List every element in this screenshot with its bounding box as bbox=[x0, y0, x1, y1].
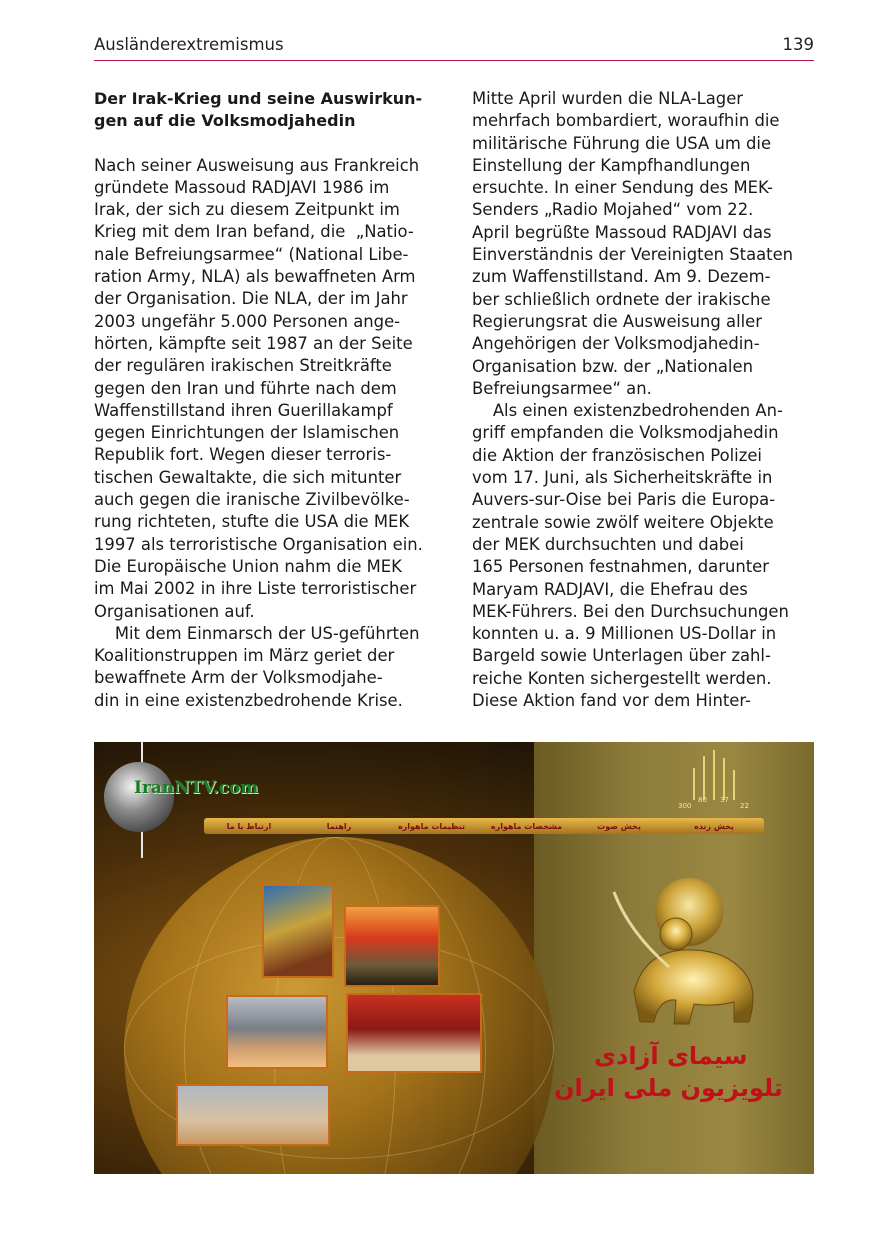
text-line: ration Army, NLA) als bewaffneten Arm bbox=[94, 267, 416, 287]
text-line: der MEK durchsuchten und dabei bbox=[472, 534, 744, 554]
heading-line: gen auf die Volksmodjahedin bbox=[94, 111, 356, 131]
text-line: Krieg mit dem Iran befand, die „Natio- bbox=[94, 222, 414, 242]
text-line: ersuchte. In einer Sendung des MEK- bbox=[472, 178, 773, 198]
section-heading bbox=[94, 88, 439, 133]
text-line: April begrüßte Massoud RADJAVI das bbox=[472, 222, 772, 242]
nav-tab-live[interactable]: پخش زنده bbox=[694, 822, 734, 831]
text-line: Auvers-sur-Oise bei Paris die Europa- bbox=[472, 490, 776, 510]
header-rule bbox=[94, 60, 814, 61]
right-body-text bbox=[472, 88, 817, 712]
text-line: Einstellung der Kampfhandlungen bbox=[472, 155, 751, 175]
text-line: hörten, kämpfte seit 1987 an der Seite bbox=[94, 333, 413, 353]
nav-tab-satellite-settings[interactable]: تنظیمات ماهواره bbox=[397, 822, 466, 831]
text-line: vom 17. Juni, als Sicherheitskräfte in bbox=[472, 468, 773, 488]
nav-tab-guide[interactable]: راهنما bbox=[326, 822, 352, 831]
text-line: militärische Führung die USA um die bbox=[472, 133, 772, 153]
text-line: griff empfanden die Volksmodjahedin bbox=[472, 423, 779, 443]
text-line: zentrale sowie zwölf weitere Objekte bbox=[472, 512, 774, 532]
text-line: Als einen existenzbedrohenden An- bbox=[472, 401, 783, 421]
heading-line: Der Irak-Krieg und seine Auswirkun- bbox=[94, 89, 423, 108]
photo-street-protest bbox=[226, 995, 328, 1069]
photo-assembly bbox=[346, 993, 482, 1073]
text-line: bewaffnete Arm der Volksmodjahe- bbox=[94, 668, 383, 688]
left-body-text bbox=[94, 155, 439, 712]
text-line: gründete Massoud RADJAVI 1986 im bbox=[94, 177, 390, 197]
text-line: 2003 ungefähr 5.000 Personen ange- bbox=[94, 311, 401, 331]
photo-helicopter bbox=[176, 1084, 330, 1146]
text-line: Angehörigen der Volksmodjahedin- bbox=[472, 334, 760, 354]
text-line: der Organisation. Die NLA, der im Jahr bbox=[94, 289, 408, 309]
text-line: Senders „Radio Mojahed“ vom 22. bbox=[472, 200, 754, 220]
signal-dial-icon bbox=[674, 748, 754, 808]
text-line: gegen den Iran und führte nach dem bbox=[94, 378, 397, 398]
text-line: der regulären irakischen Streitkräfte bbox=[94, 356, 392, 376]
text-line: nale Befreiungsarmee“ (National Libe- bbox=[94, 244, 409, 264]
text-line: die Aktion der französischen Polizei bbox=[472, 445, 762, 465]
farsi-title-line-1: سیمای آزادی bbox=[594, 1042, 748, 1070]
dial-number: 37 bbox=[720, 796, 729, 804]
text-line: Die Europäische Union nahm die MEK bbox=[94, 556, 402, 576]
iranntv-website-screenshot bbox=[94, 742, 814, 1174]
text-line: Befreiungsarmee“ an. bbox=[472, 378, 652, 398]
text-line: rung richteten, stufte die USA die MEK bbox=[94, 512, 410, 532]
text-line: Waffenstillstand ihren Guerillakampf bbox=[94, 400, 393, 420]
text-line: Organisationen auf. bbox=[94, 601, 255, 621]
text-line: Mit dem Einmarsch der US-geführten bbox=[94, 623, 420, 643]
text-line: im Mai 2002 in ihre Liste terroristischer bbox=[94, 579, 417, 599]
dial-number: 22 bbox=[740, 802, 749, 808]
text-line: 1997 als terroristische Organisation ein. bbox=[94, 534, 423, 554]
dial-number: 80 bbox=[698, 796, 707, 804]
lion-and-sun-emblem-icon bbox=[574, 872, 774, 1042]
text-line: ber schließlich ordnete der irakische bbox=[472, 289, 771, 309]
text-line: gegen Einrichtungen der Islamischen bbox=[94, 423, 400, 443]
text-line: Nach seiner Ausweisung aus Frankreich bbox=[94, 155, 420, 175]
text-line: reiche Konten sichergestellt werden. bbox=[472, 668, 772, 688]
text-line: Koalitionstruppen im März geriet der bbox=[94, 646, 395, 666]
text-line: mehrfach bombardiert, woraufhin die bbox=[472, 111, 780, 131]
text-line: auch gegen die iranische Zivilbevölke- bbox=[94, 490, 410, 510]
text-line: Diese Aktion fand vor dem Hinter- bbox=[472, 691, 751, 711]
running-header-title: Ausländerextremismus bbox=[94, 35, 284, 54]
dial-number: 300 bbox=[678, 802, 692, 808]
text-line: Irak, der sich zu diesem Zeitpunkt im bbox=[94, 200, 400, 220]
text-line: konnten u. a. 9 Millionen US-Dollar in bbox=[472, 624, 777, 644]
nav-tab-audio[interactable]: پخش صوت bbox=[597, 822, 641, 831]
page-number: 139 bbox=[782, 35, 814, 54]
farsi-title-line-2: تلویزیون ملی ایران bbox=[554, 1074, 783, 1102]
site-logo-text: IranNTV.com bbox=[134, 778, 259, 798]
nav-tab-contact[interactable]: ارتباط با ما bbox=[226, 822, 272, 831]
text-line: Regierungsrat die Ausweisung aller bbox=[472, 311, 762, 331]
text-line: Mitte April wurden die NLA-Lager bbox=[472, 89, 744, 108]
photo-flag-tanks bbox=[344, 905, 440, 987]
text-line: Republik fort. Wegen dieser terroris- bbox=[94, 445, 392, 465]
nav-tab-satellite-specs[interactable]: مشخصات ماهواره bbox=[490, 822, 563, 831]
text-line: 165 Personen festnahmen, darunter bbox=[472, 557, 769, 577]
photo-crowd bbox=[262, 884, 334, 978]
text-line: din in eine existenzbedrohende Krise. bbox=[94, 690, 403, 710]
text-line: MEK-Führers. Bei den Durchsuchungen bbox=[472, 601, 789, 621]
right-text-column bbox=[472, 88, 817, 712]
text-line: Einverständnis der Vereinigten Staaten bbox=[472, 245, 794, 265]
left-text-column bbox=[94, 88, 439, 712]
text-line: Bargeld sowie Unterlagen über zahl- bbox=[472, 646, 771, 666]
text-line: tischen Gewaltakte, die sich mitunter bbox=[94, 467, 402, 487]
text-line: Organisation bzw. der „Nationalen bbox=[472, 356, 753, 376]
text-line: Maryam RADJAVI, die Ehefrau des bbox=[472, 579, 748, 599]
text-line: zum Waffenstillstand. Am 9. Dezem- bbox=[472, 267, 771, 287]
